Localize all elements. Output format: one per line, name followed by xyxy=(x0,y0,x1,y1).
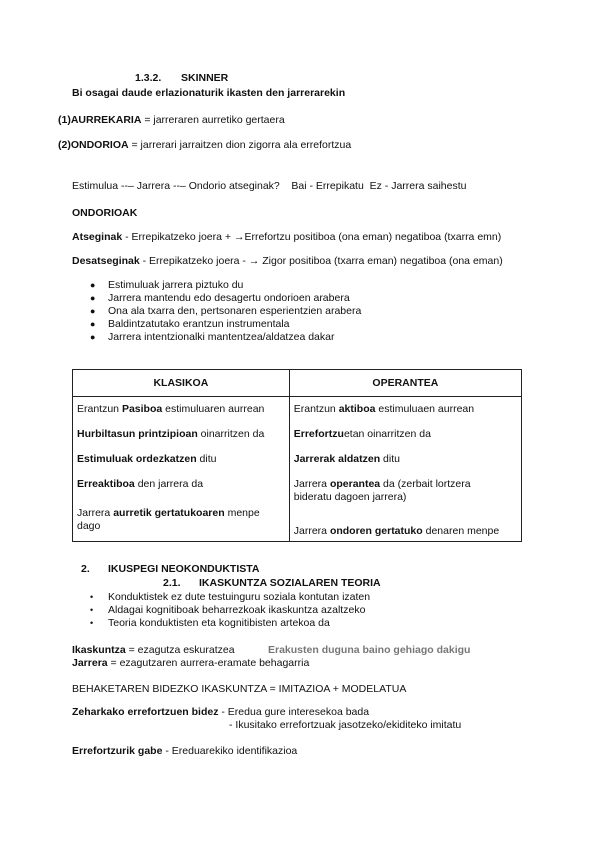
section-title: SKINNER xyxy=(181,72,229,84)
table-cell: Erantzun aktiboa estimuluaen aurrean xyxy=(289,397,521,429)
bullet-icon: ● xyxy=(90,293,96,303)
table-row xyxy=(73,397,522,429)
ikaskuntza-note: Erakusten duguna baino gehiago dakigu xyxy=(268,644,471,656)
definition-aurrekaria: (1)AURREKARIA = jarreraren aurretiko gertaera xyxy=(58,114,285,126)
bullet-icon: • xyxy=(90,605,94,615)
table-cell: Estimuluak ordezkatzen ditu xyxy=(73,453,290,478)
atseginak-line: Atseginak - Errepikatzeko joera + →Errefortzu positiboa (ona eman) negatiboa (txarra emn) xyxy=(72,231,502,243)
section2-number: 2. xyxy=(81,563,90,575)
behaketa-formula: BEHAKETAREN BIDEZKO IKASKUNTZA = IMITAZIOA + MODELATUA xyxy=(72,683,407,695)
table-cell: Jarrera operantea da (zerbait lortzera bideratu dagoen jarrera) xyxy=(289,478,521,507)
table-row xyxy=(73,507,522,542)
definition-ondorioa: (2)ONDORIOA = jarrerari jarraitzen dion zigorra ala errefortzua xyxy=(58,139,352,151)
list-item: ● Estimuluak jarrera piztuko du xyxy=(90,279,244,291)
list-item: ● Jarrera intentzionalki mantentzea/aldatzea dakar xyxy=(90,331,335,343)
table-cell: Jarrerak aldatzen ditu xyxy=(289,453,521,478)
zeharkako-line: Zeharkako errefortzuen bidez - Eredua gure interesekoa bada xyxy=(72,706,370,718)
bullet-icon: • xyxy=(90,618,94,628)
section-number: 1.3.2. xyxy=(135,72,162,84)
consequences-list xyxy=(90,279,361,344)
table-cell: Jarrera ondoren gertatuko denaren menpe xyxy=(289,507,521,542)
bullet-icon: ● xyxy=(90,280,96,290)
table-cell: Hurbiltasun printzipioan oinarritzen da xyxy=(73,428,290,453)
zeharkako-line2: - Ikusitako errefortzuak jasotzeko/ekiditeko imitatu xyxy=(229,719,462,731)
list-item: ● Baldintzatutako erantzun instrumentala xyxy=(90,318,290,330)
list-item: • Aldagai kognitiboak beharrezkoak ikaskuntza azaltzeko xyxy=(90,604,366,616)
list-item: • Konduktistek ez dute testuinguru soziala kontutan izaten xyxy=(90,591,371,603)
bullet-icon: ● xyxy=(90,306,96,316)
subsection-title: IKASKUNTZA SOZIALAREN TEORIA xyxy=(199,577,381,589)
table-cell: Erreaktiboa den jarrera da xyxy=(73,478,290,507)
bullet-icon: ● xyxy=(90,319,96,329)
errefortzurik-line: Errefortzurik gabe - Ereduarekiko identifikazioa xyxy=(72,745,298,757)
stimulus-sequence: Estimulua --– Jarrera --– Ondorio atseginak? Bai - Errepikatu Ez - Jarrera saihestu xyxy=(72,180,467,192)
list-item: ● Ona ala txarra den, pertsonaren esperientzien arabera xyxy=(90,305,362,317)
table-row xyxy=(73,453,522,478)
table-cell: Errefortzuetan oinarritzen da xyxy=(289,428,521,453)
jarrera-definition: Jarrera = ezagutzaren aurrera-eramate behagarria xyxy=(72,657,310,669)
table-cell: Jarrera aurretik gertatukoaren menpe dago xyxy=(73,507,290,542)
list-item: • Teoria konduktisten eta kognitibisten artekoa da xyxy=(90,617,330,629)
table-header-operantea: OPERANTEA xyxy=(289,370,521,397)
table-cell: Erantzun Pasiboa estimuluaren aurrean xyxy=(73,397,290,429)
ondorioak-heading: ONDORIOAK xyxy=(72,207,138,219)
section-subtitle: Bi osagai daude erlazionaturik ikasten den jarrerarekin xyxy=(72,87,346,99)
social-theory-list xyxy=(90,591,370,630)
subsection-number: 2.1. xyxy=(163,577,181,589)
comparison-table xyxy=(72,369,522,542)
desatseginak-line: Desatseginak - Errepikatzeko joera - → Zigor positiboa (txarra eman) negatiboa (ona eman) xyxy=(72,255,503,267)
section2-title: IKUSPEGI NEOKONDUKTISTA xyxy=(108,563,260,575)
bullet-icon: • xyxy=(90,592,94,602)
list-item: ● Jarrera mantendu edo desagertu ondorioen arabera xyxy=(90,292,350,304)
table-header-klasikoa: KLASIKOA xyxy=(73,370,290,397)
table-row xyxy=(73,478,522,507)
ikaskuntza-definition: Ikaskuntza = ezagutza eskuratzea xyxy=(72,644,235,656)
bullet-icon: ● xyxy=(90,332,96,342)
table-row xyxy=(73,428,522,453)
